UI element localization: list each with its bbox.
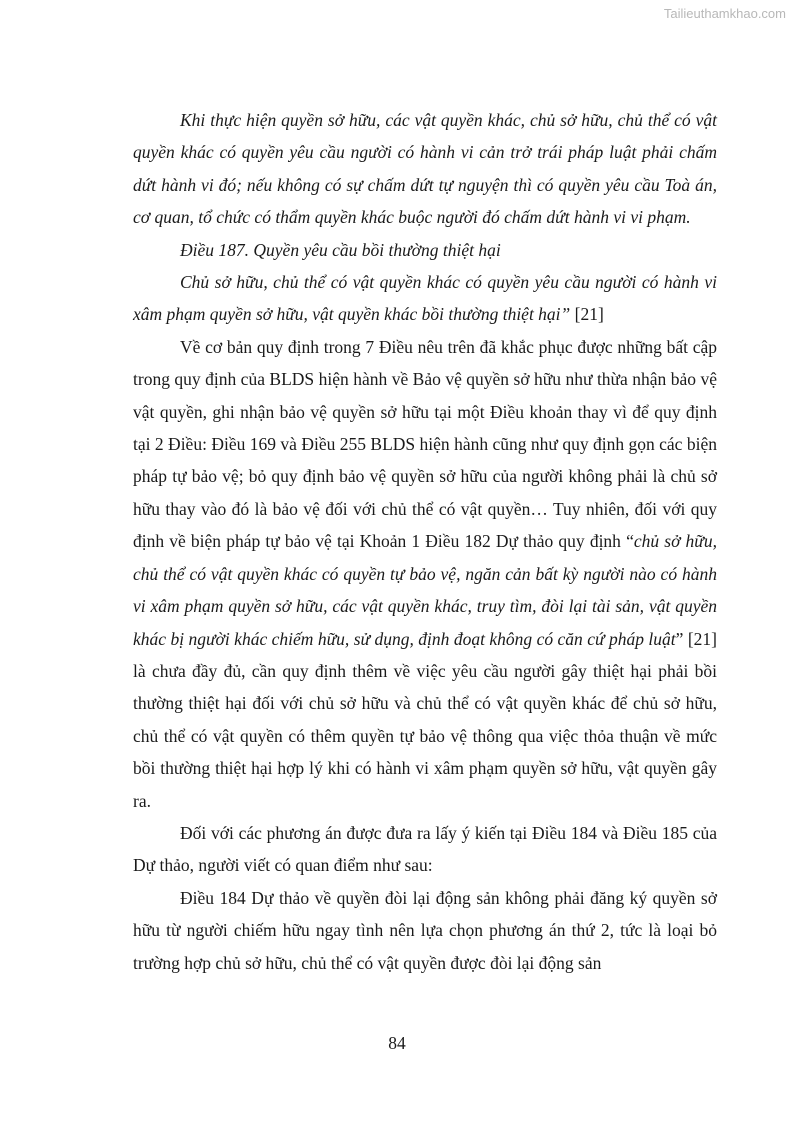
paragraph-6: Điều 184 Dự thảo về quyền đòi lại động sản không phải đăng ký quyền sở hữu từ người chiếm hữu ngay tình nên lựa chọn phương án thứ 2, tức là loại bỏ trường hợp chủ sở hữu, chủ thể có vật quyền được đòi lại động sản	[133, 887, 717, 973]
paragraph-3	[133, 266, 717, 331]
watermark: Tailieuthamkhao.com	[663, 6, 786, 21]
paragraph-4-quote: chủ sở hữu, chủ thể có vật quyền khác có quyền tự bảo vệ, ngăn cản bất kỳ người nào có hành vi xâm phạm quyền sở hữu, các vật quyền khác, truy tìm, đòi lại tài sản, vật quyền khác bị người khác chiếm hữu, sử dụng, định đoạt không có căn cứ pháp luật	[133, 531, 717, 649]
quote-text: Chủ sở hữu, chủ thể có vật quyền khác có quyền yêu cầu người có hành vi xâm phạm quyền sở hữu, vật quyền khác bồi thường thiệt hại”	[133, 272, 717, 325]
paragraph-5: Đối với các phương án được đưa ra lấy ý kiến tại Điều 184 và Điều 185 của Dự thảo, người viết có quan điểm như sau:	[133, 822, 717, 876]
article-187-heading: Điều 187. Quyền yêu cầu bồi thường thiệt hại	[180, 239, 501, 260]
paragraph-4-text-a: Về cơ bản quy định trong 7 Điều nêu trên đã khắc phục được những bất cập trong quy định của BLDS hiện hành về Bảo vệ quyền sở hữu như thừa nhận bảo vệ vật quyền, ghi nhận bảo vệ quyền sở hữu tại một Điều khoản thay vì để quy định tại 2 Điều: Điều 169 và Điều 255 BLDS hiện hành cũng như quy định gọn các biện pháp tự bảo vệ; bỏ quy định bảo vệ quyền sở hữu của người không phải là chủ sở hữu thay vào đó là bảo vệ đối với chủ thể có vật quyền… Tuy nhiên, đối với quy định về biện pháp tự bảo vệ tại Khoản 1 Điều 182 Dự thảo quy định “	[133, 336, 717, 552]
document-body	[133, 104, 717, 979]
page-number: 84	[388, 1033, 406, 1053]
paragraph-1: Khi thực hiện quyền sở hữu, các vật quyền khác, chủ sở hữu, chủ thể có vật quyền khác có quyền yêu cầu người có hành vi cản trở trái pháp luật phải chấm dứt hành vi đó; nếu không có sự chấm dứt tự nguyện thì có quyền yêu cầu Toà án, cơ quan, tổ chức có thẩm quyền khác buộc người đó chấm dứt hành vi vi phạm.	[133, 110, 717, 228]
citation: [21]	[570, 304, 604, 325]
paragraph-4-text-b: ” [21] là chưa đầy đủ, cần quy định thêm về việc yêu cầu người gây thiệt hại phải bồi thường thiệt hại đối với chủ sở hữu và chủ thể có vật quyền khác để chủ sở hữu, chủ thể có vật quyền có thêm quyền tự bảo vệ thông qua việc thỏa thuận về mức bồi thường thiệt hại hợp lý khi có hành vi xâm phạm quyền sở hữu, vật quyền gây ra.	[133, 628, 717, 811]
paragraph-4	[133, 331, 717, 817]
